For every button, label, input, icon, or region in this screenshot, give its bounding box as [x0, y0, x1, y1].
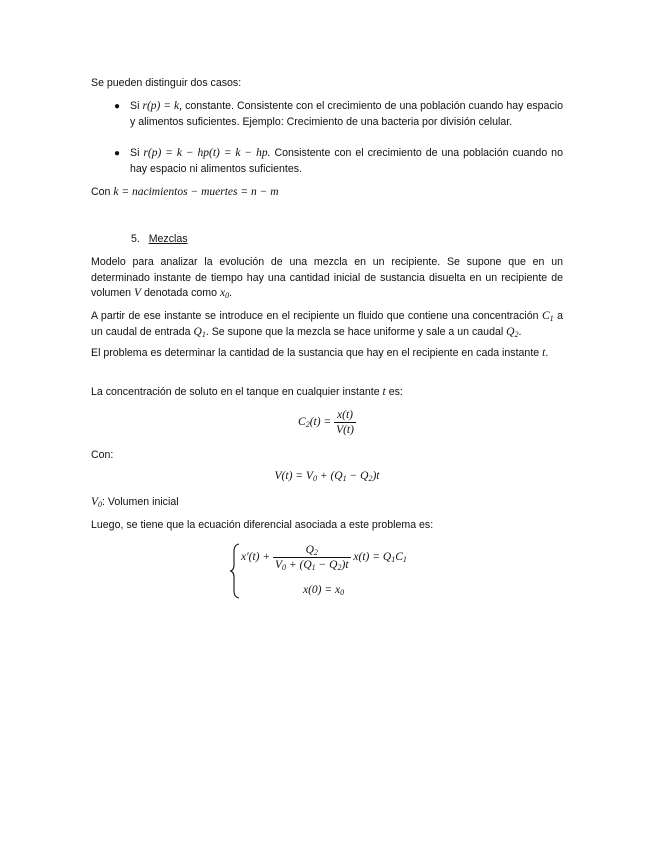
para4-text: La concentración de soluto en el tanque en cualquier instante: [91, 386, 380, 398]
para4-end: es:: [388, 386, 403, 398]
eq1-lhs: C: [298, 416, 306, 429]
eq2-sub1: 1: [342, 474, 347, 483]
v0-symbol: V: [91, 496, 99, 508]
con-k-prefix: Con: [91, 186, 111, 198]
system-equation-2: [303, 584, 344, 596]
v0-definition: [91, 495, 563, 511]
bullet1-equation: r(p) = k,: [142, 100, 183, 112]
sys-den-sub2: 2: [337, 563, 342, 572]
para1-v: V: [134, 287, 142, 299]
eq2-d: )t: [372, 470, 380, 482]
para2-c1-sub: 1: [549, 314, 554, 323]
eq2-c: − Q: [346, 470, 369, 482]
sys-num: Q: [305, 544, 314, 556]
bullet2-text: Consistente con el crecimiento de una población cuando no hay espacio ni alimentos suficientes.: [130, 147, 563, 175]
sys-rhs-sub1: 1: [391, 555, 396, 565]
equation-concentration: [91, 408, 563, 437]
sys-den-sub1: 1: [311, 563, 316, 572]
v0-sub: 0: [98, 500, 103, 509]
para3-text: El problema es determinar la cantidad de la sustancia que hay en el recipiente en cada instante: [91, 347, 540, 359]
con-label: Con:: [91, 449, 114, 461]
sys-den-d: )t: [341, 559, 349, 571]
sys-ic: x(0) = x: [303, 584, 341, 596]
paragraph-3: [91, 346, 563, 362]
para2-q1: Q: [193, 325, 202, 338]
para2-c: . Se supone que la mezcla se hace uniforme y sale a un caudal: [205, 325, 504, 338]
para1-mid: denotada como: [143, 287, 218, 299]
para2-b: a un caudal de entrada: [91, 310, 563, 338]
para1-end: .: [229, 287, 233, 299]
paragraph-2: [91, 309, 563, 340]
sys-denominator: [273, 558, 351, 572]
bullet-item-1: [130, 99, 563, 130]
con-k-line: [91, 185, 563, 201]
sys-den-sub0: 0: [282, 563, 287, 572]
eq2-b: + (Q: [316, 470, 343, 482]
sys-num-sub: 2: [313, 548, 318, 557]
sys-rhs-sub2: 1: [402, 555, 407, 565]
sys-den-a: V: [274, 559, 283, 571]
para1-text: Modelo para analizar la evolución de una mezcla en un recipiente. Se supone que en un determinado instante de tiempo hay una cantidad inicial de sustancia disuelta en un recipiente de volumen: [91, 256, 563, 299]
para2-q2: Q: [506, 325, 515, 338]
bullet1-text: constante. Consistente con el crecimiento de una población cuando hay espacio y alimentos suficientes. Ejemplo: Crecimiento de una bacteria por división celular.: [130, 100, 563, 128]
sys-den-b: + (Q: [286, 559, 312, 571]
paragraph-5: Luego, se tiene que la ecuación diferencial asociada a este problema es:: [91, 519, 434, 531]
section-title: Mezclas: [148, 233, 188, 245]
v0-label: : Volumen inicial: [102, 496, 179, 508]
para4-t: t: [382, 386, 386, 398]
eq2-sub2: 2: [368, 474, 373, 483]
bullet-marker-1: ●: [114, 101, 121, 112]
section-number: 5.: [131, 233, 140, 245]
paragraph-4: [91, 385, 563, 401]
sys-numerator: [273, 543, 351, 558]
bullet-item-2: [130, 146, 563, 177]
section-heading: [131, 232, 331, 248]
sys-ic-sub: 0: [340, 588, 345, 597]
para3-t: t: [542, 347, 546, 359]
bullet1-si: Si: [130, 100, 140, 112]
para2-a: A partir de ese instante se introduce en el recipiente un fluido que contiene una concentración: [91, 310, 539, 322]
con-k-equation: k = nacimientos − muertes = n − m: [113, 186, 279, 198]
eq1-lhs-sub: 2: [305, 420, 310, 430]
sys-rhs-a: x(t) = Q: [353, 551, 392, 564]
system-equation-1: [241, 543, 481, 572]
para1-x0: x: [219, 287, 226, 299]
sys-fraction: [273, 543, 351, 572]
bullet2-equation: r(p) = k − hp(t) = k − hp.: [143, 147, 271, 159]
sys-rhs-b: C: [395, 551, 403, 564]
eq2-sub0: 0: [312, 474, 317, 483]
para2-q2-sub: 2: [514, 329, 519, 339]
eq1-numerator: x(t): [334, 408, 356, 423]
para1-x0-sub: 0: [225, 291, 230, 300]
para2-d: .: [518, 325, 522, 338]
intro-text: Se pueden distinguir dos casos:: [91, 77, 242, 89]
sys-lhs: x′(t) +: [241, 551, 271, 564]
sys-den-c: − Q: [315, 559, 338, 571]
eq1-fraction: [334, 408, 356, 437]
paragraph-1: [91, 255, 563, 302]
eq1-lhs-arg: (t) =: [309, 416, 332, 429]
para3-end: .: [545, 347, 549, 359]
equation-volume: [91, 470, 563, 482]
para2-c1: C: [541, 310, 550, 322]
para2-q1-sub: 1: [201, 329, 206, 339]
bullet-marker-2: ●: [114, 148, 121, 159]
bullet2-si: Si: [130, 147, 140, 159]
eq2-a: V(t) = V: [274, 470, 313, 482]
eq1-denominator: V(t): [336, 424, 354, 436]
system-brace: [229, 543, 241, 599]
